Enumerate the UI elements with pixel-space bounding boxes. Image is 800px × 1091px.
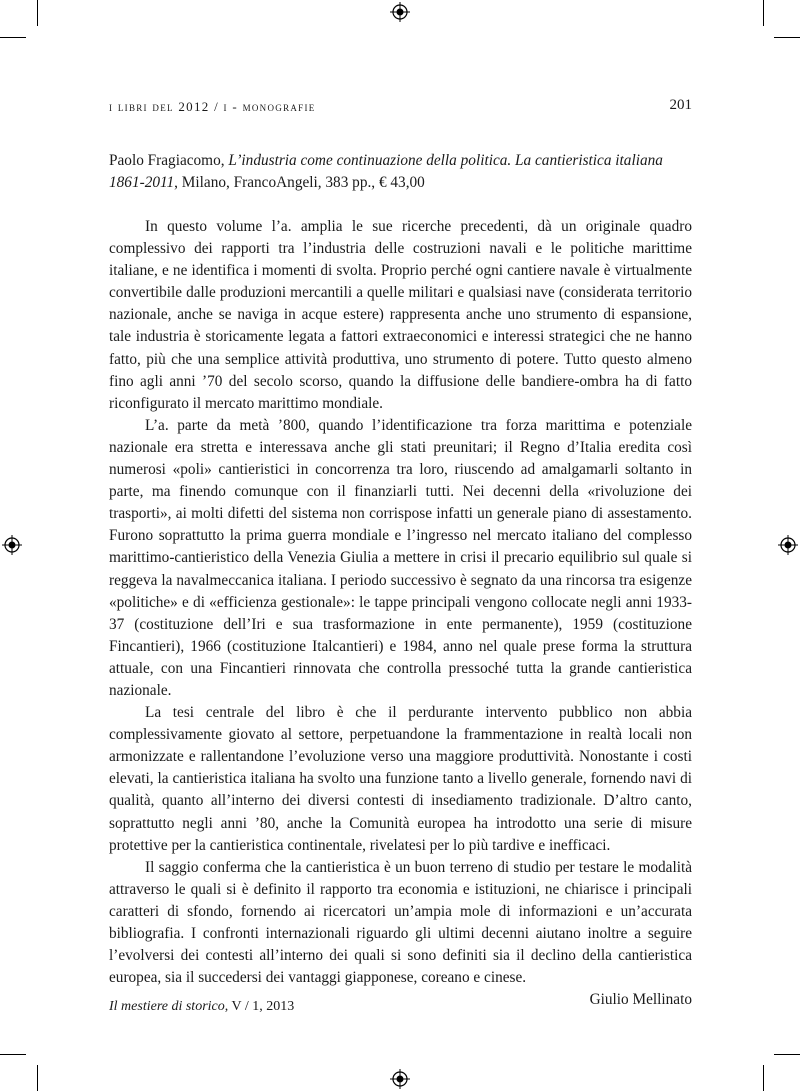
citation-publisher: , Milano, FrancoAngeli, 383 pp., € 43,00 [174, 174, 425, 191]
citation-title: L’industria come continuazione della politica. La cantieristica italiana 1861-2011 [109, 152, 663, 191]
reviewer-signature: Giulio Mellinato [589, 991, 692, 1009]
crop-mark-top-left-h [0, 37, 26, 38]
review-body [109, 216, 692, 1011]
review-paragraph: Il saggio conferma che la cantieristica è un buon terreno di studio per testare le modalità attraverso le quali si è definito il rapporto tra economia e istituzioni, ne chiarisce i principali caratteri di sfondo, fornendo ai ricercatori un’ampia mole di informazioni e un’accurata bibliografia. I confronti internazionali riguardo gli ultimi decenni aiutano inoltre a seguire l’evolversi dei contesti all’interno dei quali si sono definiti sia il declino della cantieristica europea, sia il succedersi dei vantaggi giapponese, coreano e cinese. [109, 858, 692, 987]
running-head [109, 99, 692, 119]
journal-title: Il mestiere di storico [109, 999, 225, 1014]
crop-mark-bottom-left-h [0, 1054, 26, 1055]
journal-footer [109, 999, 294, 1015]
registration-mark-icon [2, 535, 22, 555]
crop-mark-top-right [763, 0, 764, 26]
crop-mark-top-left [37, 0, 38, 26]
crop-mark-bottom-right [763, 1065, 764, 1091]
running-head-section: i libri del 2012 / i - monografie [109, 99, 316, 114]
review-paragraph: L’a. parte da metà ’800, quando l’identificazione tra forza marittima e potenziale nazionale era stretta e interessava anche gli stati preunitari; il Regno d’Italia eredita così numerosi «poli» cantieristici in concorrenza tra loro, riuscendo ad amalgamarli soltanto in parte, ma finendo comunque con il finanziarli tutti. Nei decenni della «rivoluzione dei trasporti», ai molti difetti del sistema non corrispose infatti un generale piano di assestamento. Furono soprattutto la prima guerra mondiale e l’ingresso nel mercato italiano del complesso marittimo-cantieristico della Venezia Giulia a mettere in crisi il precario equilibrio sul quale si reggeva la navalmeccanica italiana. I periodo successivo è segnato da una rincorsa tra esigenze «politiche» e di «efficienza gestionale»: le tappe principali vengono collocate negli anni 1933-37 (costituzione dell’Iri e sua trasformazione in ente permanente), 1959 (costituzione Fincantieri), 1966 (costituzione Italcantieri) e 1984, anno nel quale prese forma la struttura attuale, con una Fincantieri rinnovata che controlla pressoché tutta la grande cantieristica nazionale. [109, 416, 692, 699]
registration-mark-icon [778, 535, 798, 555]
review-paragraph: La tesi centrale del libro è che il perdurante intervento pubblico non abbia complessivamente giovato al settore, perpetuandone la frammentazione in realtà locali non armonizzate e rallentandone l’evoluzione verso una maggiore produttività. Nonostante i costi elevati, la cantieristica italiana ha svolto una funzione tanto a livello generale, fornendo navi di qualità, quanto all’interno dei diversi contesti di insediamento tradizionale. D’altro canto, soprattutto negli anni ’80, anche la Comunità europea ha introdotto una serie di misure protettive per la cantieristica continentale, rivelatesi per lo più tardive e inefficaci. [109, 704, 692, 854]
book-citation [109, 150, 692, 194]
journal-issue: , V / 1, 2013 [224, 999, 295, 1014]
crop-mark-top-right-h [774, 37, 800, 38]
crop-mark-bottom-left [37, 1065, 38, 1091]
citation-author: Paolo Fragiacomo, [109, 152, 229, 169]
crop-mark-bottom-right-h [774, 1054, 800, 1055]
registration-mark-icon [390, 2, 410, 22]
review-paragraph: In questo volume l’a. amplia le sue ricerche precedenti, dà un originale quadro complessivo dei rapporti tra l’industria delle costruzioni navali e le politiche marittime italiane, e ne identifica i momenti di svolta. Proprio perché ogni cantiere navale è virtualmente convertibile dalle produzioni mercantili a quelle militari e qualsiasi nave (considerata territorio nazionale, anche se naviga in acque estere) rappresenta anche uno strumento di espansione, tale industria è storicamente legata a fattori extraeconomici e interessi strategici che ne hanno fatto, più che una semplice attività produttiva, uno strumento di potere. Tutto questo almeno fino agli anni ’70 del secolo scorso, quando la diffusione delle bandiere-ombra ha di fatto riconfigurato il mercato marittimo mondiale. [109, 218, 692, 412]
page-number: 201 [669, 97, 692, 113]
registration-mark-icon [390, 1069, 410, 1089]
